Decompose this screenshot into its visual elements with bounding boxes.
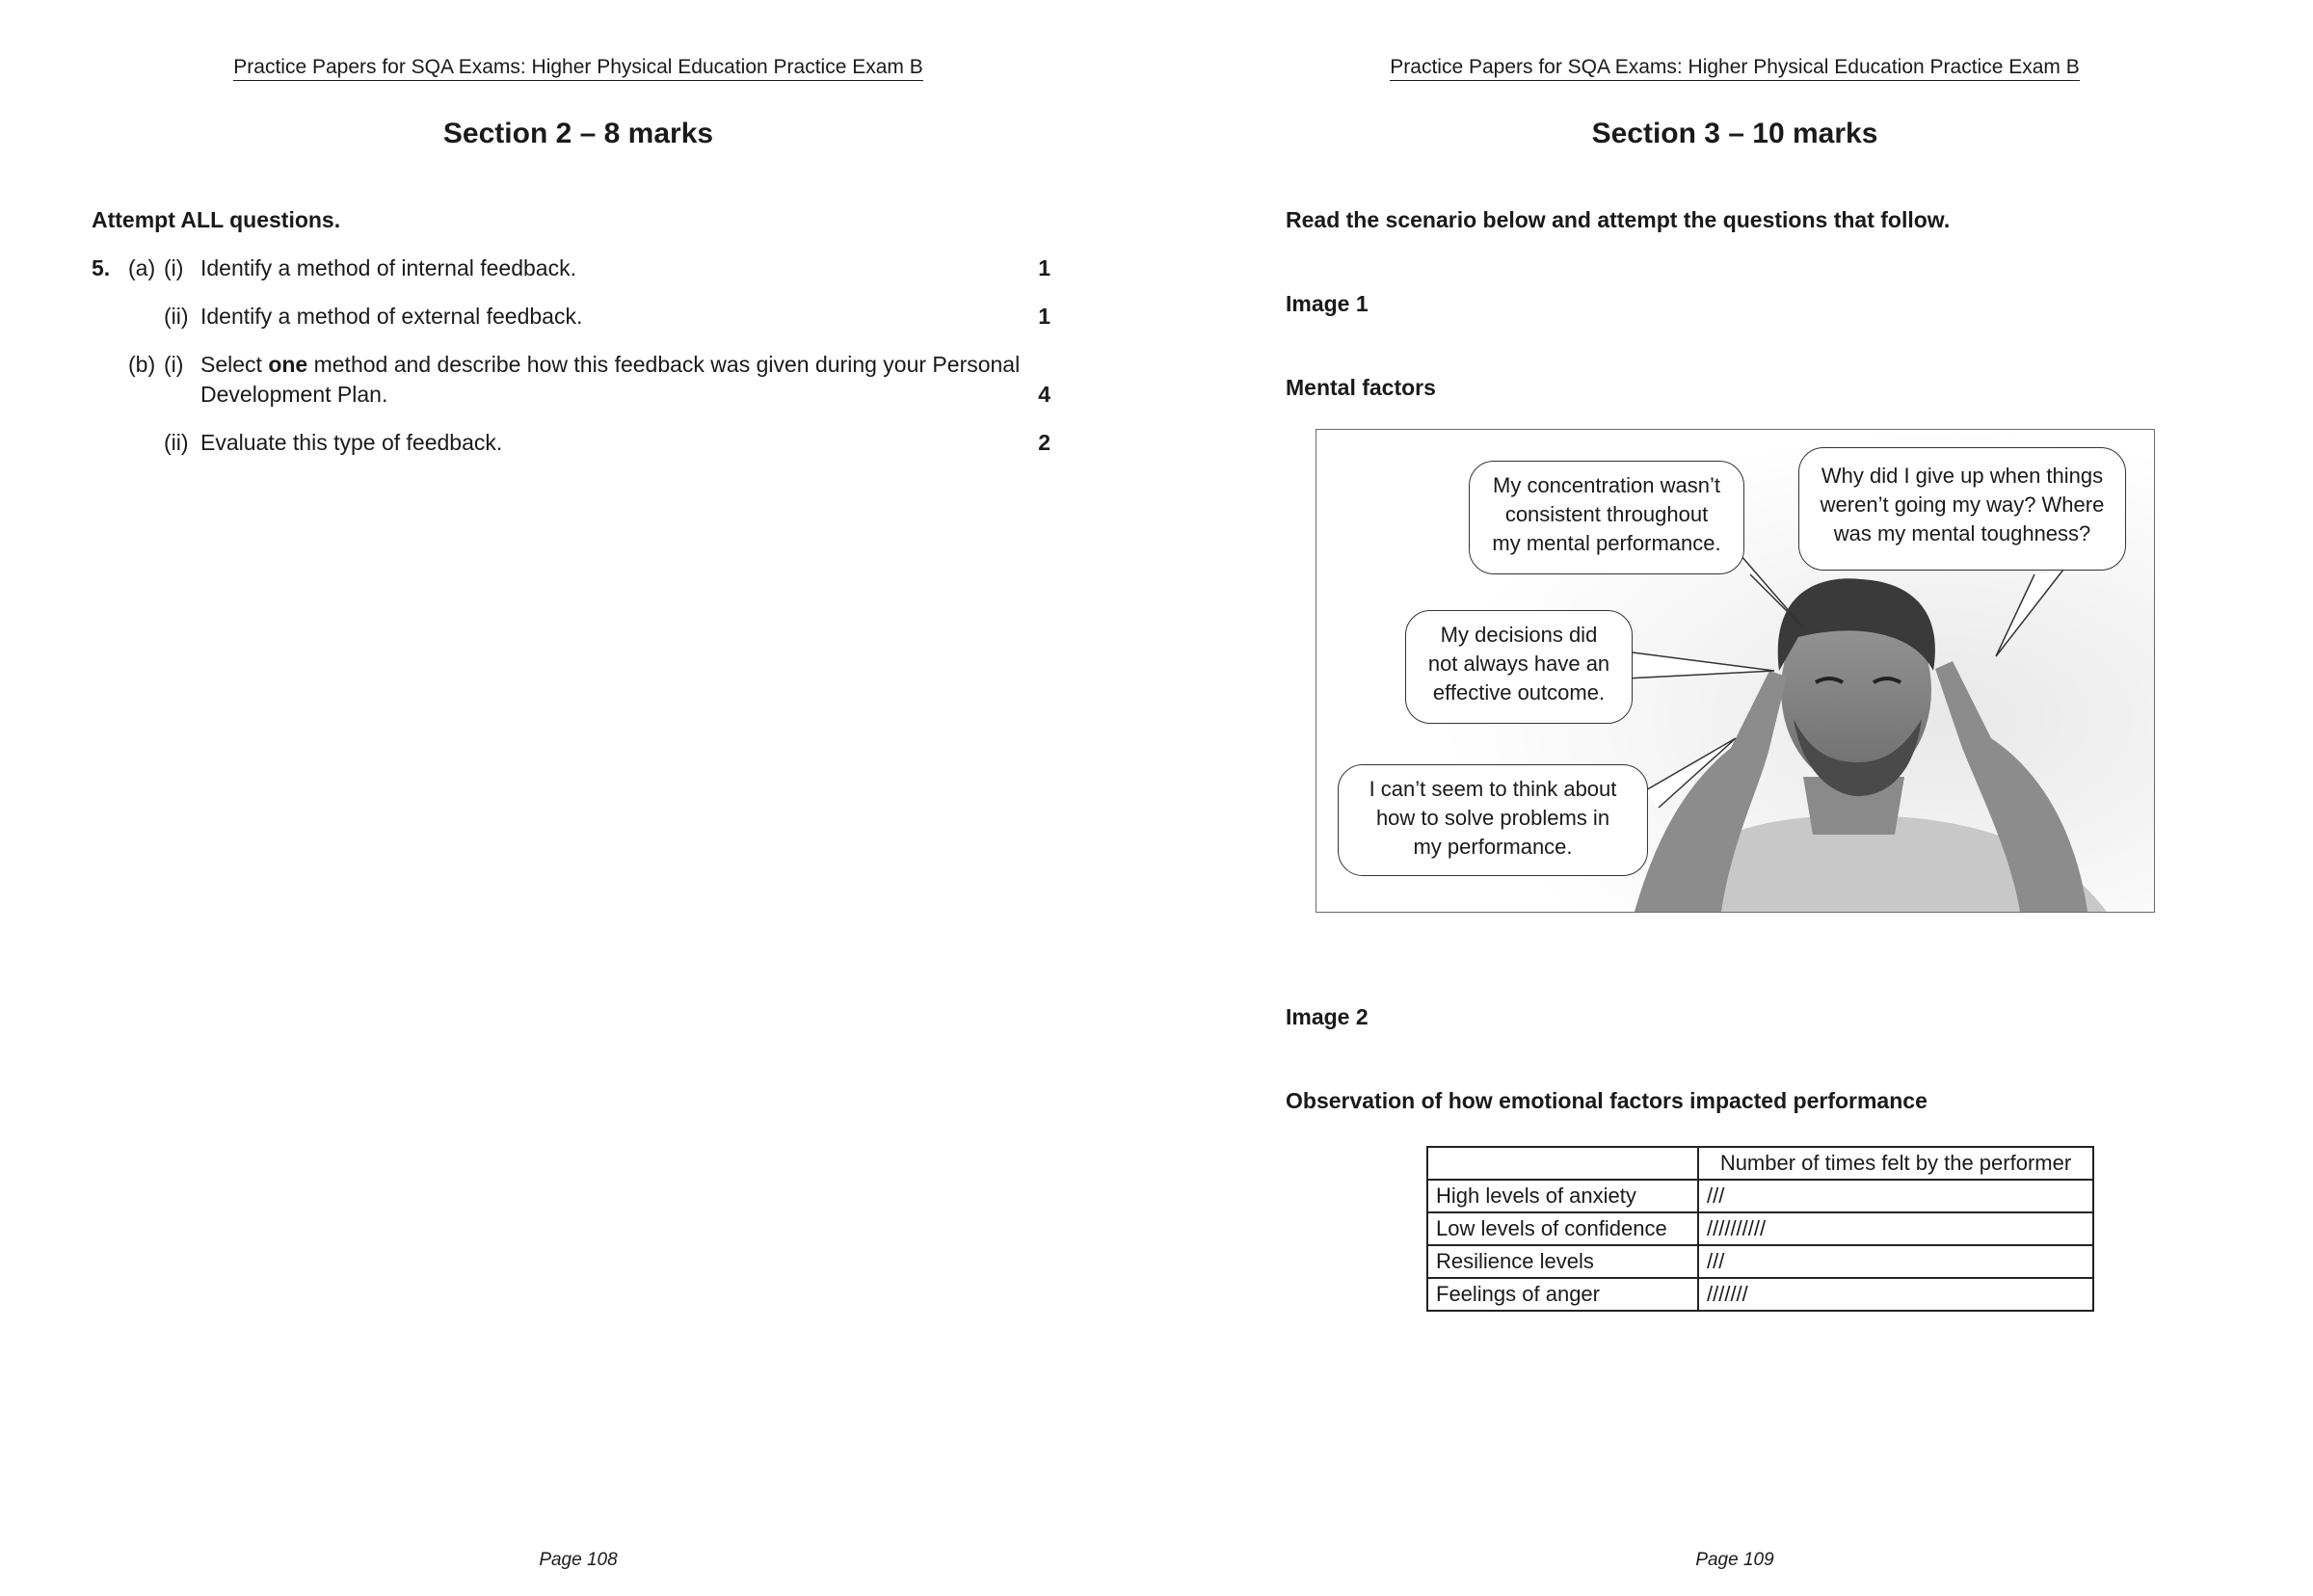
factor-cell: Resilience levels: [1427, 1245, 1698, 1278]
text-segment: Select: [200, 352, 269, 377]
emphasis-text: one: [268, 352, 308, 377]
factor-cell: Feelings of anger: [1427, 1278, 1698, 1311]
table-header-cell: Number of times felt by the performer: [1698, 1147, 2093, 1180]
marks-value: 1: [1038, 255, 1050, 280]
tally-cell: ///: [1698, 1245, 2093, 1278]
speech-bubble-mental-toughness: [1798, 447, 2126, 571]
table-row: [1427, 1245, 2093, 1278]
tally-cell: ///////: [1698, 1278, 2093, 1311]
factor-cell: High levels of anxiety: [1427, 1180, 1698, 1212]
factor-cell: Low levels of confidence: [1427, 1212, 1698, 1245]
header-text: Practice Papers for SQA Exams: Higher Physical Education Practice Exam B: [233, 56, 922, 81]
image2-label: Image 2: [1286, 1004, 1369, 1029]
bubble-line: was my mental toughness?: [1833, 521, 2091, 545]
table-header-row: [1427, 1147, 2093, 1180]
scenario-instruction: Read the scenario below and attempt the questions that follow.: [1286, 207, 1951, 232]
bubble-line: not always have an: [1427, 652, 1610, 676]
bubble-line: weren’t going my way? Where: [1820, 492, 2105, 517]
marks-value: 4: [1038, 382, 1050, 407]
left-page: [0, 0, 1156, 1596]
speech-bubble-problem-solving: [1338, 764, 1648, 876]
header-text: Practice Papers for SQA Exams: Higher Physical Education Practice Exam B: [1390, 56, 2079, 81]
bubble-line: my mental performance.: [1492, 531, 1721, 555]
bubble-line: effective outcome.: [1432, 680, 1606, 705]
speech-bubble-decisions: [1405, 610, 1633, 724]
page-header: [0, 56, 1156, 79]
text-segment: method and describe how this feedback was given during your Personal: [307, 352, 1021, 377]
page-number: Page 109: [1695, 1550, 1774, 1570]
bubble-line: I can’t seem to think about: [1369, 777, 1617, 801]
table-row: [1427, 1278, 2093, 1311]
image1-label: Image 1: [1286, 291, 1369, 316]
page-number: Page 108: [539, 1550, 618, 1570]
image2-title: Observation of how emotional factors impacted performance: [1286, 1088, 1928, 1113]
bubble-line: My concentration wasn’t: [1493, 473, 1720, 497]
tally-cell: //////////: [1698, 1212, 2093, 1245]
table-header-cell: [1427, 1147, 1698, 1180]
table-row: [1427, 1180, 2093, 1212]
question-text-continued: Development Plan.: [200, 382, 388, 407]
bubble-line: Why did I give up when things: [1821, 464, 2104, 488]
subpart-label: (ii): [164, 304, 189, 329]
part-label: (b): [128, 352, 156, 377]
bubble-line: My decisions did: [1440, 623, 1598, 647]
subpart-label: (i): [164, 352, 184, 377]
bubble-line: consistent throughout: [1504, 502, 1709, 526]
speech-bubble-concentration: [1469, 461, 1744, 574]
marks-value: 1: [1038, 304, 1050, 329]
subpart-label: (ii): [164, 430, 189, 455]
image1-title: Mental factors: [1286, 375, 1436, 400]
section-title: Section 2 – 8 marks: [442, 118, 714, 149]
table-row: [1427, 1212, 2093, 1245]
bubble-line: how to solve problems in: [1375, 806, 1610, 830]
tally-cell: ///: [1698, 1180, 2093, 1212]
page-header: [1156, 56, 2313, 79]
marks-value: 2: [1038, 430, 1050, 455]
part-label: (a): [128, 255, 156, 280]
bubble-line: my performance.: [1413, 835, 1573, 859]
question-text: Evaluate this type of feedback.: [200, 430, 503, 455]
emotional-factors-table: [1426, 1146, 2094, 1312]
question-number: 5.: [92, 255, 111, 280]
section-title: Section 3 – 10 marks: [1591, 118, 1878, 149]
mental-factors-figure: [1316, 429, 2155, 913]
question-text: [200, 350, 1020, 380]
question-text: Identify a method of external feedback.: [200, 304, 583, 329]
subpart-label: (i): [164, 255, 184, 280]
instruction: Attempt ALL questions.: [92, 207, 341, 232]
question-text: Identify a method of internal feedback.: [200, 255, 576, 280]
